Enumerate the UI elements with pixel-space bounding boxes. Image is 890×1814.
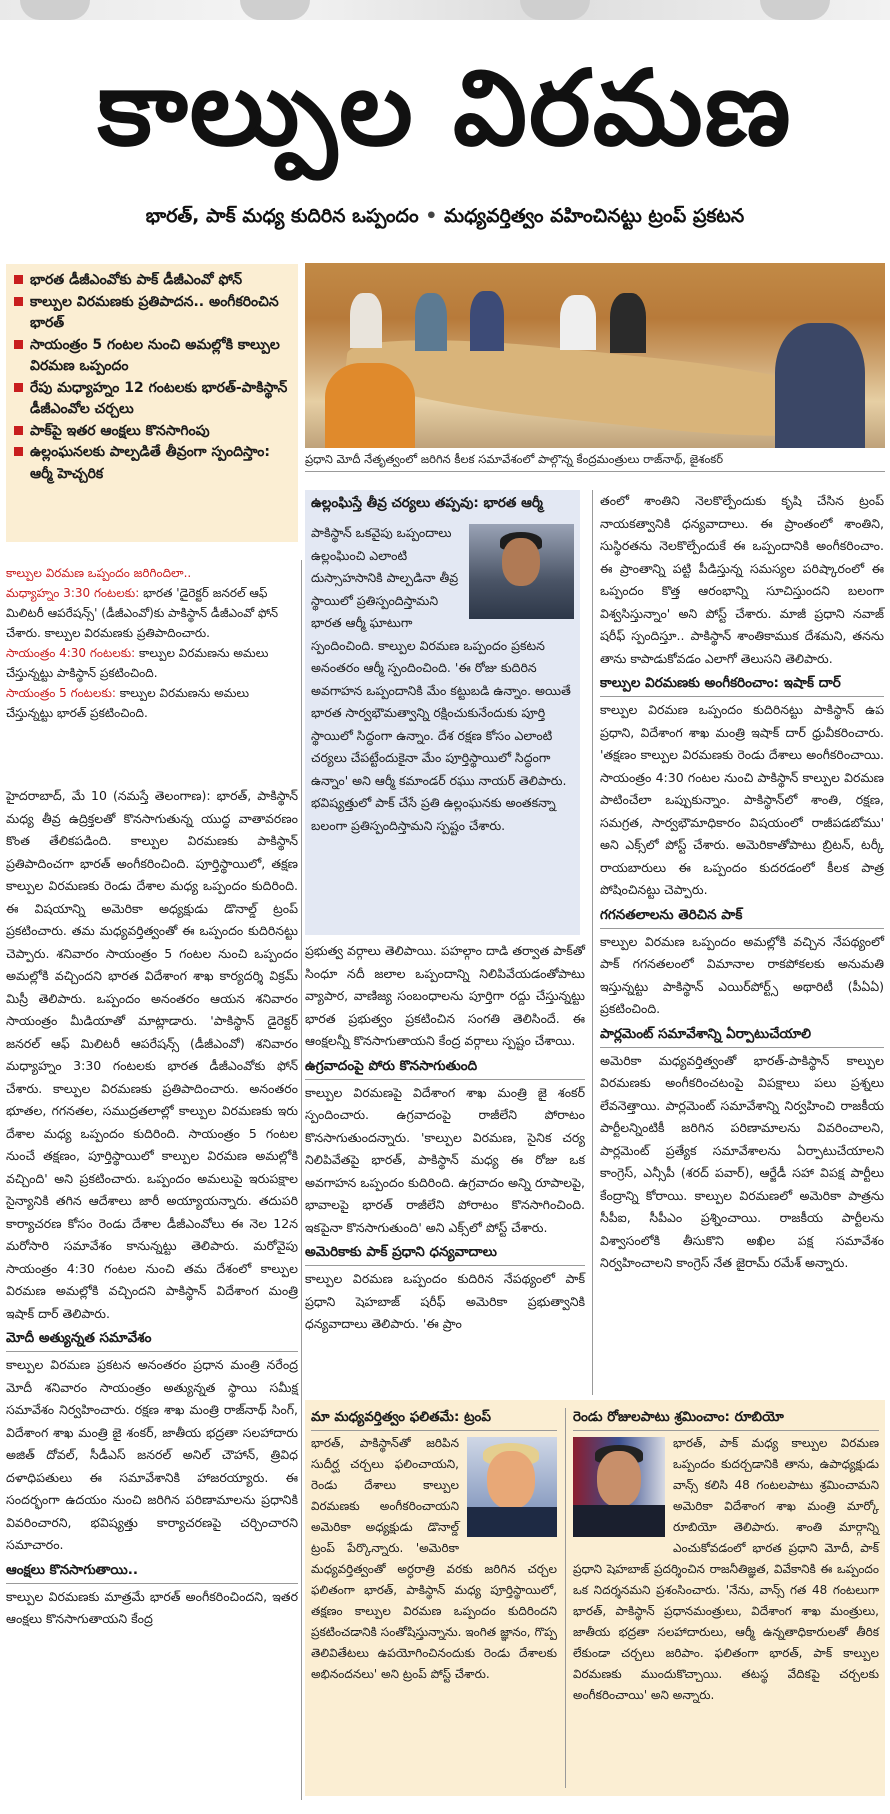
column-divider — [592, 490, 593, 1395]
article-paragraph: తంలో శాంతిని నెలకొల్పేందుకు కృషి చేసిన ట్రంప్ నాయకత్వానికి ధన్యవాదాలు. ఈ ప్రాంతంలో శాంతిని, సుస్థిరతను నెలకొల్పేందుకే ఈ ఒప్పందానికి అంగీకరించాం. ఈ ప్రాంతాన్ని పట్టి పీడిస్తున్న సమస్యల పరిష్కారంలో ఈ ఒప్పందం కొత్త ఆరంభాన్ని సూచిస్తుందని బలంగా విశ్వసిస్తున్నాం' అని పోస్ట్ చేశారు. మాజీ ప్రధాని నవాజ్ షరీఫ్ స్పందిస్తూ.. పాకిస్థాన్ శాంతికాముక దేశమని, తనను తాను కాపాడుకోవడం ఎలాగో తెలుసని తెలిపారు. — [600, 493, 884, 666]
article-paragraph: ప్రభుత్వ వర్గాలు తెలిపాయి. పహల్గాం దాడి తర్వాత పాక్‌తో సింధూ నదీ జలాల ఒప్పందాన్ని నిలిపివేయడంతోపాటు వ్యాపార, వాణిజ్య సంబంధాలను పూర్తిగా రద్దు చేస్తున్నట్టు భారత ప్రభుత్వం ప్రకటించిన సంగతి తెలిసిందే. ఈ ఆంక్షలన్నీ కొనసాగుతాయని కేంద్ర వర్గాలు స్పష్టం చేశాయి. — [305, 943, 585, 1048]
timeline-time: మధ్యాహ్నం 3:30 గంటలకు: — [6, 586, 140, 600]
photo-person — [610, 293, 646, 353]
photo-face — [487, 1451, 535, 1509]
section-heading: ఉగ్రవాదంపై పోరు కొనసాగుతుంది — [305, 1053, 585, 1080]
rubio-photo — [573, 1437, 665, 1537]
trump-heading: మా మధ్యవర్తిత్వం ఫలితమే: ట్రంప్ — [311, 1404, 557, 1431]
middle-column — [305, 940, 585, 1336]
trump-text: భారత్, పాకిస్థాన్‌తో జరిపిన సుదీర్ఘ చర్చలు ఫలించాయని, రెండు దేశాలు కాల్పుల విరమణకు అంగీకరించాయని అమెరికా అధ్యక్షుడు డొనాల్డ్ ట్రంప్ పేర్కొన్నారు. 'అమెరికా మధ్యవర్తిత్వంతో అర్ధరాత్రి వరకు జరిగిన చర్చల ఫలితంగా భారత్, పాకిస్థాన్ మధ్య పూర్తిస్థాయిలో, తక్షణం కాల్పుల విరమణ ఒప్పందం కుదిరిందని ప్రకటించడానికి సంతోషిస్తున్నాను. ఇంగిత జ్ఞానం, గొప్ప తెలివితేటలు ఉపయోగించినందుకు రెండు దేశాలకు అభినందనలు' అని ట్రంప్ పోస్ట్ చేశారు. — [311, 1436, 557, 1681]
highlight-item: పాక్‌పై ఇతర ఆంక్షలు కొనసాగింపు — [12, 421, 292, 443]
main-article — [6, 785, 298, 1631]
timeline-intro: కాల్పుల విరమణ ఒప్పందం జరిగిందిలా.. — [6, 566, 192, 580]
bottom-quotes-box — [305, 1400, 885, 1796]
army-box — [305, 490, 580, 935]
timeline — [6, 563, 298, 723]
highlight-item: రేపు మధ్యాహ్నం 12 గంటలకు భారత్-పాకిస్థాన్ డీజీఎంవోల చర్చలు — [12, 378, 292, 421]
highlight-item: ఉల్లంఘనలకు పాల్పడితే తీవ్రంగా స్పందిస్తాం: ఆర్మీ హెచ్చరిక — [12, 442, 292, 485]
section-heading: మోదీ అత్యున్నత సమావేశం — [6, 1325, 298, 1352]
photo-person — [775, 323, 865, 448]
trump-box — [311, 1404, 557, 1794]
timeline-time: సాయంత్రం 4:30 గంటలకు: — [6, 646, 136, 660]
photo-person — [560, 295, 596, 350]
highlight-item: సాయంత్రం 5 గంటల నుంచి అమల్లోకి కాల్పుల విరమణ ఒప్పందం — [12, 335, 292, 378]
section-heading: ఆంక్షలు కొనసాగుతాయి.. — [6, 1557, 298, 1584]
timeline-time: సాయంత్రం 5 గంటలకు: — [6, 686, 116, 700]
article-paragraph: కాల్పుల విరమణ ఒప్పందం అమల్లోకి వచ్చిన నేపథ్యంలో పాక్ గగనతలంలో విమానాల రాకపోకలకు అనుమతి ఇస్తున్నట్టు పాకిస్థాన్ ఎయిర్‌పోర్ట్స్ అథారిటీ (పీఏఏ) ప్రకటించింది. — [600, 933, 884, 1016]
photo-face — [597, 1451, 641, 1507]
army-commander-photo — [469, 524, 574, 619]
photo-suit — [467, 1507, 557, 1537]
timeline-entry — [6, 643, 298, 683]
article-paragraph: కాల్పుల విరమణపై విదేశాంగ శాఖ మంత్రి జై శంకర్ స్పందించారు. ఉగ్రవాదంపై రాజీలేని పోరాటం కొనసాగుతుందన్నారు. 'కాల్పుల విరమణ, సైనిక చర్య నిలిపివేతపై భారత్, పాకిస్థాన్ మధ్య ఈ రోజు ఒక అవగాహన ఒప్పందం కుదిరింది. ఉగ్రవాదం అన్ని రూపాలపై, భావాలపై భారత్ రాజీలేని పోరాటం కొనసాగించింది. ఇకపైనా కొనసాగుతుంది' అని ఎక్స్‌లో పోస్ట్ చేశారు. — [305, 1084, 585, 1235]
army-heading: ఉల్లంఘిస్తే తీవ్ర చర్యలు తప్పవు: భారత ఆర్మీ — [311, 495, 543, 511]
column-divider — [301, 560, 302, 1800]
top-decorative-strip — [0, 0, 890, 20]
section-heading: కాల్పుల విరమణకు అంగీకరించాం: ఇషాక్ దార్ — [600, 670, 884, 697]
article-paragraph: హైదరాబాద్, మే 10 (నమస్తే తెలంగాణ): భారత్, పాకిస్థాన్ మధ్య తీవ్ర ఉద్రిక్తలతో కొనసాగుతున్న యుద్ధ వాతావరణం కొంత తేలికపడింది. కాల్పుల విరమణకు పాకిస్థాన్ ప్రతిపాదించగా భారత్ అంగీకరించింది. పూర్తిస్థాయిలో, తక్షణ కాల్పుల విరమణకు రెండు దేశాల మధ్య ఒప్పందం కుదిరింది. ఈ విషయాన్ని అమెరికా అధ్యక్షుడు డొనాల్డ్ ట్రంప్ ప్రకటించారు. తమ మధ్యవర్తిత్వంతో ఈ ఒప్పందం కుదిరినట్టు చెప్పారు. శనివారం సాయంత్రం 5 గంటల నుంచి ఒప్పందం అమల్లోకి వచ్చిందని భారత విదేశాంగ శాఖ కార్యదర్శి విక్రమ్ మిస్రీ తెలిపారు. ఒప్పందం అనంతరం ఆయన శనివారం సాయంత్రం మీడియాతో మాట్లాడారు. 'పాకిస్థాన్ డైరెక్టర్ జనరల్ ఆఫ్ మిలిటరీ ఆపరేషన్స్ (డీజీఎంవో) శనివారం మధ్యాహ్నం 3:30 గంటలకు భారత డీజీఎంవోకు ఫోన్ చేశారు. కాల్పుల విరమణకు ప్రతిపాదించారు. అనంతరం భూతల, గగనతల, సముద్రతలాల్లో కాల్పుల విరమణకు ఇరు దేశాల మధ్య ఒప్పందం కుదిరింది. సాయంత్రం 5 గంటల నుంచే తక్షణం, పూర్తిస్థాయిలో కాల్పుల విరమణ అమల్లోకి వచ్చింది' అని ప్రకటించారు. ఒప్పందం అమలుపై ఇరుపక్షాల సైన్యానికి తగిన ఆదేశాలు జారీ అయ్యాయన్నారు. తదుపరి కార్యాచరణ కోసం రెండు దేశాల డీజీఎంవోలు ఈ నెల 12న మరోసారి సమావేశం కానున్నట్టు తెలిపారు. మరోవైపు సాయంత్రం 4:30 గంటల నుంచి తమ దేశంలో కాల్పుల విరమణ అమల్లోకి వచ్చిందని పాకిస్థాన్ విదేశాంగ మంత్రి ఇషాక్ దార్ తెలిపారు. — [6, 788, 298, 1321]
subheadline-right: మధ్యవర్తిత్వం వహించినట్టు ట్రంప్ ప్రకటన — [444, 205, 745, 227]
section-heading: గగనతలాలను తెరిచిన పాక్ — [600, 902, 884, 929]
article-paragraph: కాల్పుల విరమణకు మాత్రమే భారత్ అంగీకరించిందని, ఇతర ఆంక్షలు కొనసాగుతాయని కేంద్ర — [6, 1588, 298, 1626]
section-heading: పార్లమెంట్ సమావేశాన్ని ఏర్పాటుచేయాలి — [600, 1021, 884, 1048]
highlights-box — [6, 264, 298, 542]
subheadline — [0, 205, 890, 232]
photo-person — [325, 363, 415, 448]
rubio-heading: రెండు రోజులపాటు శ్రమించాం: రూబియో — [573, 1404, 879, 1431]
trump-photo — [467, 1437, 557, 1537]
headline: కాల్పుల విరమణ — [97, 47, 793, 169]
article-paragraph: అమెరికా మధ్యవర్తిత్వంతో భారత్-పాకిస్థాన్ కాల్పుల విరమణకు అంగీకరించటంపై విపక్షాలు పలు ప్రశ్నలు లేవనెత్తాయి. పార్లమెంట్ సమావేశాన్ని నిర్వహించి రాజకీయ పార్టీలన్నింటికీ జరిగిన పరిణామాలను వివరించాలని, పార్లమెంట్ ప్రత్యేక సమావేశాలను ఏర్పాటుచేయాలని కాంగ్రెస్, ఎన్సీపీ (శరద్ పవార్), ఆర్జేడీ సహా విపక్ష పార్టీలు కేంద్రాన్ని కోరాయి. కాల్పుల విరమణలో అమెరికా పాత్రను సీపీఐ, సీపీఎం ప్రశ్నించాయి. రాజకీయ పార్టీలను విశ్వాసంలోకి తీసుకొని అఖిల పక్ష సమావేశం నిర్వహించాలని కాంగ్రెస్ నేత జైరామ్ రమేశ్ అన్నారు. — [600, 1052, 884, 1270]
article-paragraph: కాల్పుల విరమణ ఒప్పందం కుదిరినట్టు పాకిస్థాన్ ఉప ప్రధాని, విదేశాంగ శాఖ మంత్రి ఇషాక్ దార్ ధ్రువీకరించారు. 'తక్షణం కాల్పుల విరమణకు రెండు దేశాలు అంగీకరించాయి. సాయంత్రం 4:30 గంటల నుంచి పాకిస్థాన్ కాల్పుల విరమణ పాటించేలా ఒప్పుకున్నాం. పాకిస్థాన్‌లో శాంతి, రక్షణ, సమగ్రత, సార్వభౌమాధికారం విషయంలో రాజీపడబోము' అని ఎక్స్‌లో పోస్ట్ చేశారు. అమెరికాతోపాటు బ్రిటన్, టర్కీ రాయబారులు ఈ ఒప్పందం కుదరడంలో కీలక పాత్ర పోషించినట్టు చెప్పారు. — [600, 702, 884, 897]
army-text: పాకిస్థాన్ ఒకవైపు ఒప్పందాలు ఉల్లంఘించి ఎలాంటి దుస్సాహసానికి పాల్పడినా తీవ్ర స్థాయిలో ప్రతిస్పందిస్తామని భారత ఆర్మీ ఘాటుగా స్పందించింది. కాల్పుల విరమణ ఒప్పందం ప్రకటన అనంతరం ఆర్మీ స్పందించింది. 'ఈ రోజు కుదిరిన అవగాహన ఒప్పందానికి మేం కట్టుబడి ఉన్నాం. అయితే భారత సార్వభౌమత్వాన్ని రక్షించుకునేందుకు పూర్తి స్థాయిలో సిద్ధంగా ఉన్నాం. దేశ రక్షణ కోసం ఎలాంటి చర్యలు చేపట్టేందుకైనా మేం పూర్తిస్థాయిలో సిద్ధంగా ఉన్నాం' అని ఆర్మీ కమాండర్ రఘు నాయర్ తెలిపారు. భవిష్యత్తులో పాక్ చేసే ప్రతి ఉల్లంఘనకు అంతకన్నా బలంగా ప్రతిస్పందిస్తామని స్పష్టం చేశారు. — [311, 522, 574, 837]
rubio-text: భారత్, పాక్ మధ్య కాల్పుల విరమణ ఒప్పందం కుదర్చడానికి తాను, ఉపాధ్యక్షుడు వాన్స్ కలిసి 48 గంటలపాటు శ్రమించామని అమెరికా విదేశాంగ శాఖ మంత్రి మార్కో రూబియో తెలిపారు. శాంతి మార్గాన్ని ఎంచుకోవడంలో భారత ప్రధాని మోదీ, పాక్ ప్రధాని షెహబాజ్ ప్రదర్శించిన రాజనీతిజ్ఞత, వివేకానికి ఈ ఒప్పందం ఒక నిదర్శనమని ప్రశంసించారు. 'నేను, వాన్స్ గత 48 గంటలుగా భారత్, పాకిస్థాన్ ప్రధానమంత్రులు, విదేశాంగ శాఖ మంత్రులు, జాతీయ భద్రతా సలహాదారులు, ఆర్మీ ఉన్నతాధికారులతో తీరిక లేకుండా చర్చలు జరిపాం. ఫలితంగా భారత్, పాక్ కాల్పుల విరమణకు ముందుకొచ్చాయి. తటస్థ వేదికపై చర్చలకు అంగీకరించాయి' అని అన్నారు. — [573, 1436, 879, 1702]
timeline-entry — [6, 583, 298, 643]
rubio-box — [573, 1404, 879, 1794]
photo-caption: ప్రధాని మోదీ నేతృత్వంలో జరిగిన కీలక సమావేశంలో పాల్గొన్న కేంద్రమంత్రులు రాజ్‌నాథ్, జైశంకర్ — [305, 450, 885, 472]
photo-person — [415, 293, 447, 351]
photo-face — [502, 538, 540, 586]
article-paragraph: కాల్పుల విరమణ ప్రకటన అనంతరం ప్రధాన మంత్రి నరేంద్ర మోదీ శనివారం సాయంత్రం అత్యున్నత స్థాయి సమీక్ష సమావేశం నిర్వహించారు. రక్షణ శాఖ మంత్రి రాజ్‌నాథ్ సింగ్, విదేశాంగ శాఖ మంత్రి జై శంకర్, జాతీయ భద్రతా సలహాదారు అజిత్ దోవల్, సీడీఎస్ జనరల్ అనిల్ చౌహాన్, త్రివిధ దళాధిపతులు ఈ సమావేశానికి హాజరయ్యారు. ఈ సందర్భంగా ఉదయం నుంచి జరిగిన పరిణామాలను ప్రధానికి వివరించారని, భవిష్యత్తు కార్యాచరణపై చర్చించారని సమాచారం. — [6, 1357, 298, 1552]
right-column — [600, 490, 884, 1275]
timeline-entry — [6, 683, 298, 723]
photo-person — [470, 291, 504, 351]
article-paragraph: కాల్పుల విరమణ ఒప్పందం కుదిరిన నేపథ్యంలో పాక్ ప్రధాని షెహబాజ్ షరీఫ్ అమెరికా ప్రభుత్వానికి ధన్యవాదాలు తెలిపారు. 'ఈ ప్రాం — [305, 1271, 585, 1331]
photo-suit — [573, 1505, 665, 1537]
timeline-text: కాల్పుల విరమణను అమలు చేస్తున్నట్టు పాకిస్థాన్ ప్రకటించింది. — [6, 646, 269, 680]
subheadline-left: భారత్, పాక్ మధ్య కుదిరిన ఒప్పందం — [145, 205, 419, 227]
highlight-item: భారత డీజీఎంవోకు పాక్ డీజీఎంవో ఫోన్ — [12, 270, 292, 292]
section-heading: అమెరికాకు పాక్ ప్రధాని ధన్యవాదాలు — [305, 1239, 585, 1266]
highlight-item: కాల్పుల విరమణకు ప్రతిపాదన.. అంగీకరించిన భారత్ — [12, 292, 292, 335]
subheadline-separator: • — [425, 205, 438, 227]
timeline-text: భారత 'డైరెక్టర్ జనరల్ ఆఫ్ మిలిటరీ ఆపరేషన్స్' (డీజీఎంవో)కు పాకిస్థాన్ డీజీఎంవో ఫోన్ చేశారు. కాల్పుల విరమణకు ప్రతిపాదించారు. — [6, 586, 279, 640]
photo-person — [350, 293, 382, 348]
highlights-list — [6, 264, 298, 485]
box-divider — [565, 1408, 566, 1788]
timeline-text: కాల్పుల విరమణను అమలు చేస్తున్నట్టు భారత్ ప్రకటించింది. — [6, 686, 250, 720]
meeting-photo — [305, 263, 885, 448]
